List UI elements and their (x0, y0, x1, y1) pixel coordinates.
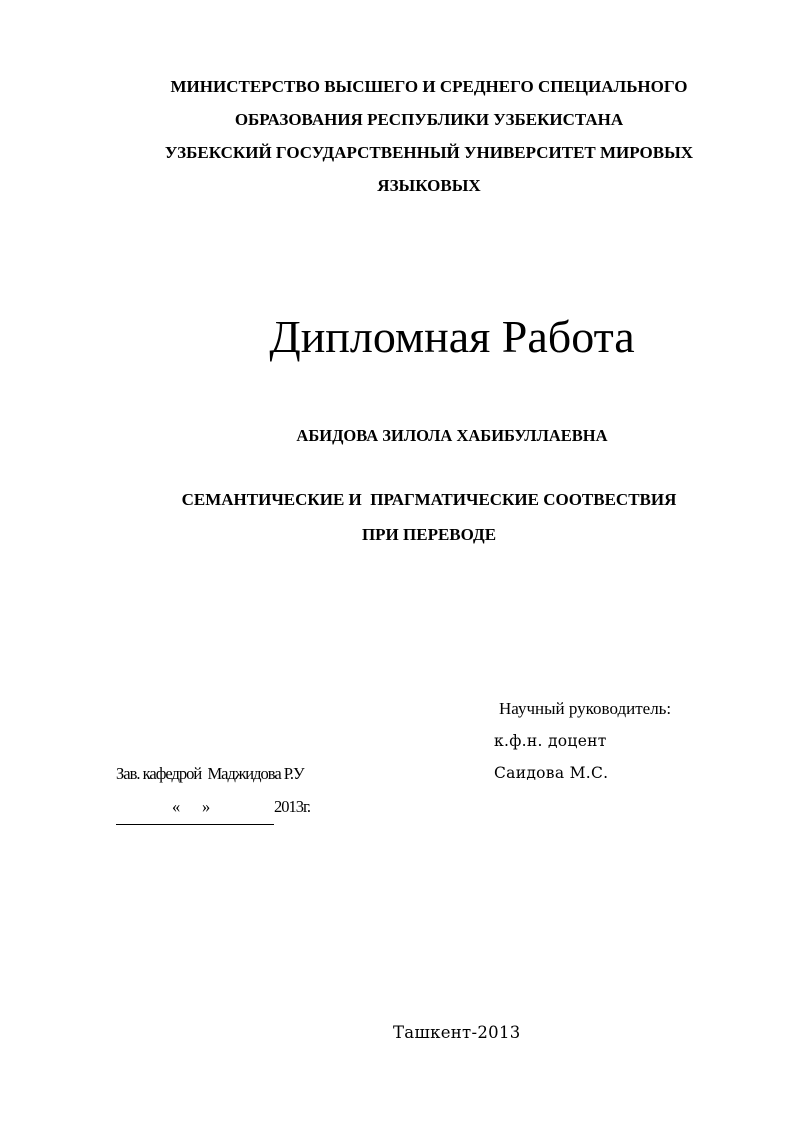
author-name: АБИДОВА ЗИЛОЛА ХАБИБУЛЛАЕВНА (296, 426, 608, 445)
date-year: 2013г. (274, 797, 311, 816)
head-of-department: Зав. кафедрой Маджидова Р.У (116, 764, 304, 783)
date-quote-close: » (202, 797, 210, 816)
thesis-topic-line-1: СЕМАНТИЧЕСКИЕ И ПРАГМАТИЧЕСКИЕ СООТВЕСТВИЯ (181, 490, 677, 509)
thesis-topic-line-2: ПРИ ПЕРЕВОДЕ (361, 525, 497, 544)
supervisor-label: Научный руководитель: (499, 699, 672, 718)
place-and-year: Ташкент-2013 (393, 1023, 521, 1042)
ministry-line-1: МИНИСТЕРСТВО ВЫСШЕГО И СРЕДНЕГО СПЕЦИАЛЬНОГО (170, 77, 688, 96)
ministry-line-2: ОБРАЗОВАНИЯ РЕСПУБЛИКИ УЗБЕКИСТАНА (234, 110, 624, 129)
university-line-2: ЯЗЫКОВЫХ (377, 176, 481, 195)
document-title: Дипломная Работа (269, 311, 635, 362)
signature-line (116, 824, 274, 825)
supervisor-name: Саидова М.С. (494, 764, 609, 782)
university-line-1: УЗБЕКСКИЙ ГОСУДАРСТВЕННЫЙ УНИВЕРСИТЕТ МИРОВЫХ (164, 143, 694, 162)
supervisor-degree: к.ф.н. доцент (494, 732, 607, 750)
date-quote-open: « (172, 797, 180, 816)
